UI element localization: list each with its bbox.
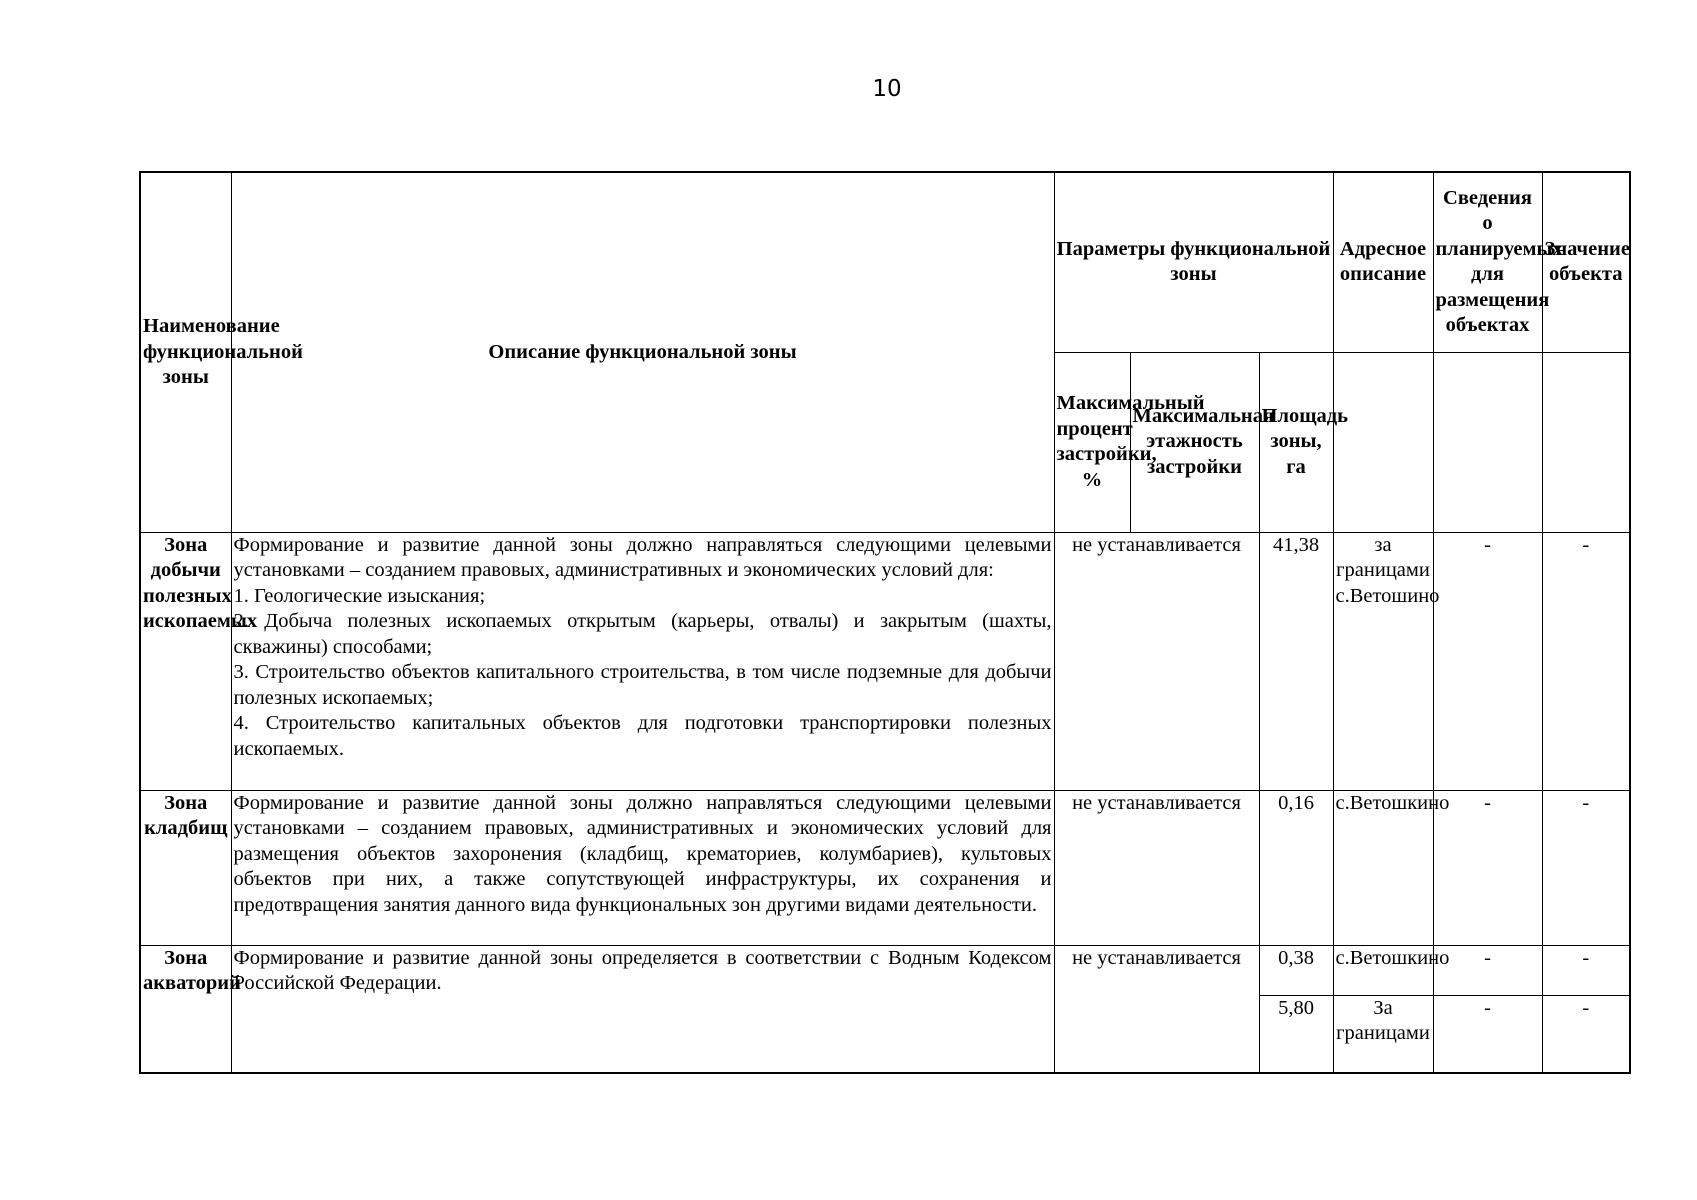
zone-value: - xyxy=(1542,790,1630,945)
zone-params: не устанавливается xyxy=(1054,945,1259,1073)
zone-description xyxy=(231,945,1054,1073)
description-text: Формирование и развитие данной зоны определяется в соответствии с Водным Кодексом Российской Федерации. xyxy=(233,946,1052,994)
zone-area: 0,38 xyxy=(1259,945,1333,995)
header-description: Описание функциональной зоны xyxy=(231,172,1054,532)
description-item: 1. Геологические изыскания; xyxy=(233,584,486,607)
zone-description xyxy=(231,790,1054,945)
table-row xyxy=(140,532,1630,790)
description-intro: Формирование и развитие данной зоны должно направляться следующими целевыми установками – созданием правовых, административных и экономических условий для: xyxy=(233,533,1052,581)
description-item: 2. Добыча полезных ископаемых открытым (карьеры, отвалы) и закрытым (шахты, скважины) способами; xyxy=(233,610,1052,658)
header-value-empty xyxy=(1542,352,1630,532)
zone-params: не устанавливается xyxy=(1054,532,1259,790)
header-max-percent: Максимальный процент застройки, % xyxy=(1054,352,1130,532)
description-item: 4. Строительство капитальных объектов для подготовки транспортировки полезных ископаемых. xyxy=(233,712,1052,760)
zone-address: за границами с.Ветошино xyxy=(1333,532,1433,790)
zone-area: 41,38 xyxy=(1259,532,1333,790)
zone-name: Зона добычи полезных ископаемых xyxy=(140,532,231,790)
description-text: Формирование и развитие данной зоны должно направляться следующими целевыми установками – созданием правовых, административных и экономических условий для размещения объектов захоронения (кладбищ, крематориев, колумбариев), культовых объектов при них, а также сопутствующей инфраструктуры, их сохранения и предотвращения занятия данного вида функциональных зон другими видами деятельности. xyxy=(233,791,1052,916)
zone-name: Зона кладбищ xyxy=(140,790,231,945)
functional-zones-table xyxy=(139,171,1631,1074)
zone-value: - xyxy=(1542,532,1630,790)
header-area: Площадь зоны, га xyxy=(1259,352,1333,532)
zone-address: с.Ветошкино xyxy=(1333,790,1433,945)
header-planned-objects: Сведения о планируемых для размещения объектах xyxy=(1433,172,1542,352)
zone-name: Зона акваторий xyxy=(140,945,231,1073)
zone-planned: - xyxy=(1433,532,1542,790)
zone-area: 5,80 xyxy=(1259,995,1333,1073)
zone-value: - xyxy=(1542,945,1630,995)
header-address: Адресное описание xyxy=(1333,172,1433,352)
header-max-floors: Максимальная этажность застройки xyxy=(1130,352,1259,532)
zone-value: - xyxy=(1542,995,1630,1073)
description-item: 3. Строительство объектов капитального строительства, в том числе подземные для добычи полезных ископаемых; xyxy=(233,661,1052,709)
zone-planned: - xyxy=(1433,995,1542,1073)
header-parameters: Параметры функциональной зоны xyxy=(1054,172,1333,352)
table-row xyxy=(140,945,1630,995)
table-row xyxy=(140,790,1630,945)
zone-description xyxy=(231,532,1054,790)
header-zone-name: Наименование функциональной зоны xyxy=(140,172,231,532)
zone-address: За границами xyxy=(1333,995,1433,1073)
zone-params: не устанавливается xyxy=(1054,790,1259,945)
header-planned-empty xyxy=(1433,352,1542,532)
header-address-empty xyxy=(1333,352,1433,532)
zone-area: 0,16 xyxy=(1259,790,1333,945)
zone-address: с.Ветошкино xyxy=(1333,945,1433,995)
page-number: 10 xyxy=(872,76,902,102)
header-object-value: Значение объекта xyxy=(1542,172,1630,352)
zone-planned: - xyxy=(1433,790,1542,945)
zone-planned: - xyxy=(1433,945,1542,995)
